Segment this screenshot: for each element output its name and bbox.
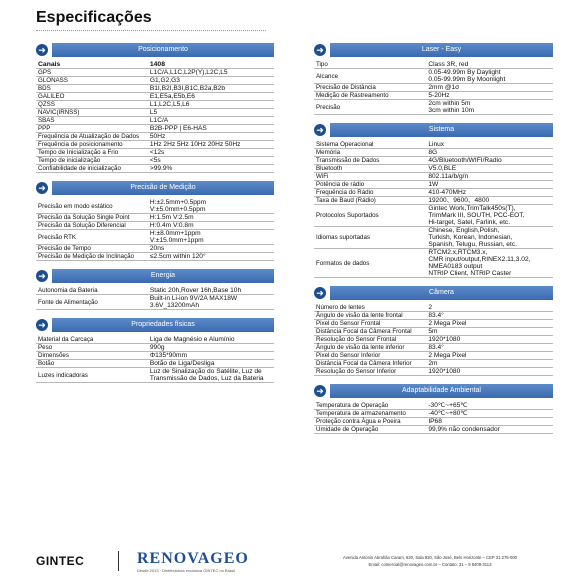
spec-value: L1,L2C,L5,L6 <box>148 101 274 109</box>
arrow-right-icon: ➜ <box>36 44 48 56</box>
spec-value: H:±2.5mm+0.5ppm V:±5.0mm+0.5ppm <box>148 199 274 214</box>
spec-label: Precisão RTK <box>36 230 148 245</box>
spec-label: Distância Focal da Câmera Inferior <box>314 360 426 368</box>
spec-row <box>36 336 274 344</box>
spec-row <box>314 360 553 368</box>
spec-row <box>36 214 274 222</box>
page-title: Especificações <box>36 9 152 26</box>
spec-row <box>314 61 553 69</box>
spec-label: Fonte de Alimentação <box>36 295 148 310</box>
spec-row <box>314 328 553 336</box>
section-header <box>314 382 553 399</box>
spec-label: Proteção contra Água e Poeira <box>314 418 426 426</box>
spec-row <box>36 133 274 141</box>
spec-row <box>36 149 274 157</box>
spec-value: B2B-PPP | E6-HAS <box>148 125 274 133</box>
spec-row <box>36 69 274 77</box>
footer-address-block <box>307 554 553 568</box>
gintec-logo: GINTEC <box>36 554 85 568</box>
spec-value: -30℃~+65℃ <box>426 402 553 410</box>
spec-label: Canais <box>36 61 148 69</box>
spec-label: Resolução do Sensor Inferior <box>314 368 426 376</box>
spec-value: 5-20Hz <box>426 92 553 100</box>
spec-row <box>36 199 274 214</box>
spec-label: NAVIC(IRNSS) <box>36 109 148 117</box>
renovageo-logo <box>137 550 307 573</box>
section-camera <box>314 284 553 376</box>
spec-row <box>36 77 274 85</box>
spec-value: Class 3R, red <box>426 61 553 69</box>
spec-label: Alcance <box>314 69 426 84</box>
section-title: Energia <box>52 269 274 283</box>
renovageo-wordmark: RENOVAGEO <box>137 549 249 567</box>
spec-label: Frequência do Rádio <box>314 189 426 197</box>
section-ambiental <box>314 382 553 434</box>
spec-value: B1I,B2I,B3I,B1C,B2a,B2b <box>148 85 274 93</box>
footer-divider <box>118 551 119 571</box>
spec-row <box>36 368 274 383</box>
spec-label: Transmissão de Dados <box>314 157 426 165</box>
spec-label: QZSS <box>36 101 148 109</box>
section-title: Precisão de Medição <box>52 181 274 195</box>
spec-label: GLONASS <box>36 77 148 85</box>
spec-value: 20ns <box>148 245 274 253</box>
spec-value: 2 Mega Pixel <box>426 320 553 328</box>
section-sistema <box>314 121 553 278</box>
spec-row <box>314 352 553 360</box>
spec-value: Static 20h,Rover 16h,Base 10h <box>148 287 274 295</box>
spec-value: Chinese, English,Polish, Turkish, Korean, Indonesian, Spanish, Telugu, Russian, etc. <box>426 227 553 249</box>
section-fisicas <box>36 316 274 383</box>
spec-value: 0.05-49.99m By Daylight 0.05-99.99m By Moonlight <box>426 69 553 84</box>
spec-label: Precisão <box>314 100 426 115</box>
spec-label: Confiabilidade de inicialização <box>36 165 148 173</box>
spec-table <box>36 199 274 261</box>
spec-value: <12s <box>148 149 274 157</box>
spec-table <box>36 287 274 310</box>
spec-label: Tempo de inicialização <box>36 157 148 165</box>
spec-row <box>314 312 553 320</box>
spec-label: Medição de Rastreamento <box>314 92 426 100</box>
spec-row <box>314 69 553 84</box>
spec-label: WiFi <box>314 173 426 181</box>
spec-label: Tipo <box>314 61 426 69</box>
spec-row <box>36 109 274 117</box>
arrow-right-icon: ➜ <box>36 319 48 331</box>
section-header <box>314 121 553 138</box>
spec-row <box>314 92 553 100</box>
spec-value: Luz de Sinalização do Satélite, Luz de Transmissão de Dados, Luz da Bateria <box>148 368 274 383</box>
spec-value: IP68 <box>426 418 553 426</box>
footer <box>36 546 553 576</box>
spec-label: Precisão da Solução Diferencial <box>36 222 148 230</box>
spec-label: Temperatura de armazenamento <box>314 410 426 418</box>
spec-label: Precisão em modo estático <box>36 199 148 214</box>
spec-value: Liga de Magnésio e Alumínio <box>148 336 274 344</box>
spec-label: Idiomas suportadas <box>314 227 426 249</box>
spec-label: Precisão de Tempo <box>36 245 148 253</box>
section-title: Câmera <box>330 286 553 300</box>
section-posicionamento <box>36 41 274 173</box>
spec-row <box>36 253 274 261</box>
spec-label: Peso <box>36 344 148 352</box>
spec-row <box>314 410 553 418</box>
spec-row <box>314 197 553 205</box>
section-title: Laser - Easy <box>330 43 553 57</box>
arrow-right-icon: ➜ <box>36 270 48 282</box>
spec-value: 2 <box>426 304 553 312</box>
left-column <box>36 41 274 389</box>
section-header <box>36 316 274 333</box>
spec-value: L1C/A <box>148 117 274 125</box>
spec-label: Dimensões <box>36 352 148 360</box>
footer-contact: Email: comercial@renovageo.com.br – Contato: 31 – 9 8409-3113 <box>368 562 492 567</box>
spec-value: H:±8.0mm+1ppm V:±15.0mm+1ppm <box>148 230 274 245</box>
spec-row <box>314 418 553 426</box>
spec-row <box>314 149 553 157</box>
spec-value: 83.4° <box>426 312 553 320</box>
spec-row <box>36 93 274 101</box>
spec-row <box>36 360 274 368</box>
spec-row <box>36 344 274 352</box>
spec-label: Formatos de dados <box>314 249 426 278</box>
spec-table <box>314 141 553 278</box>
spec-value: 50Hz <box>148 133 274 141</box>
spec-row <box>314 189 553 197</box>
footer-address: Avenida Antonio Abrahão Caram, 820, Sala 820, São José, Belo Horizonte – CEP 31 275-000 <box>343 555 517 560</box>
spec-row <box>36 295 274 310</box>
spec-value: 19200、9600、4800 <box>426 197 553 205</box>
spec-label: Botão <box>36 360 148 368</box>
section-header <box>314 41 553 58</box>
spec-value: <5s <box>148 157 274 165</box>
spec-row <box>314 205 553 227</box>
arrow-right-icon: ➜ <box>314 385 326 397</box>
renovageo-tagline: Desde 2013 · Distribuidora exclusiva GINTEC no Brasil <box>137 567 236 573</box>
spec-value: E1,E5a,E5b,E6 <box>148 93 274 101</box>
spec-label: Resolução do Sensor Frontal <box>314 336 426 344</box>
spec-label: Precisão de Medição de Inclinação <box>36 253 148 261</box>
spec-value: 83.4° <box>426 344 553 352</box>
spec-row <box>36 245 274 253</box>
spec-row <box>36 287 274 295</box>
spec-label: Precisão de Distância <box>314 84 426 92</box>
spec-table <box>314 402 553 434</box>
spec-label: Material da Carcaça <box>36 336 148 344</box>
section-precisao <box>36 179 274 261</box>
spec-table <box>36 61 274 173</box>
section-laser <box>314 41 553 115</box>
spec-label: Frequência de posicionamento <box>36 141 148 149</box>
spec-label: Precisão da Solução Single Point <box>36 214 148 222</box>
spec-row <box>314 249 553 278</box>
spec-label: Luzes indicadoras <box>36 368 148 383</box>
spec-value: 1920*1080 <box>426 368 553 376</box>
spec-value: 1408 <box>148 61 274 69</box>
spec-label: SBAS <box>36 117 148 125</box>
spec-label: Umidade de Operação <box>314 426 426 434</box>
spec-row <box>36 157 274 165</box>
spec-row <box>314 426 553 434</box>
spec-label: PPP <box>36 125 148 133</box>
arrow-right-icon: ➜ <box>314 287 326 299</box>
spec-value: 2m <box>426 360 553 368</box>
spec-row <box>314 227 553 249</box>
spec-row <box>314 173 553 181</box>
spec-value: 410-470MHz <box>426 189 553 197</box>
spec-value: 1Hz 2Hz 5Hz 10Hz 20Hz 50Hz <box>148 141 274 149</box>
spec-value: 5m <box>426 328 553 336</box>
spec-value: 1W <box>426 181 553 189</box>
spec-value: H:1.5m V:2.5m <box>148 214 274 222</box>
spec-row <box>36 230 274 245</box>
spec-row <box>314 336 553 344</box>
spec-value: 4G/Bluetooth/WIFI/Radio <box>426 157 553 165</box>
section-title: Sistema <box>330 123 553 137</box>
spec-label: Tempo de Inicialização a Frio <box>36 149 148 157</box>
spec-value: G1,G2,G3 <box>148 77 274 85</box>
spec-row <box>314 181 553 189</box>
right-column <box>314 41 553 440</box>
section-title: Posicionamento <box>52 43 274 57</box>
spec-label: Ângulo de visão da lente inferior <box>314 344 426 352</box>
spec-row <box>36 165 274 173</box>
section-title: Adaptabilidade Ambiental <box>330 384 553 398</box>
spec-row <box>314 368 553 376</box>
spec-label: Protocolos Suportados <box>314 205 426 227</box>
spec-value: 2 Mega Pixel <box>426 352 553 360</box>
spec-row <box>314 344 553 352</box>
arrow-right-icon: ➜ <box>36 182 48 194</box>
section-header <box>36 179 274 196</box>
spec-label: Autonomia da Bateria <box>36 287 148 295</box>
spec-table <box>36 336 274 383</box>
arrow-right-icon: ➜ <box>314 44 326 56</box>
spec-label: Ângulo de visão da lente frontal <box>314 312 426 320</box>
spec-value: -40℃~+80℃ <box>426 410 553 418</box>
spec-value: 802.11a/b/g/n <box>426 173 553 181</box>
spec-table <box>314 61 553 115</box>
spec-label: Potência de rádio <box>314 181 426 189</box>
spec-value: 1920*1080 <box>426 336 553 344</box>
spec-value: 8G <box>426 149 553 157</box>
section-header <box>314 284 553 301</box>
spec-label: Taxa de Baud (Rádio) <box>314 197 426 205</box>
section-header <box>36 41 274 58</box>
spec-value: 990g <box>148 344 274 352</box>
section-energia <box>36 267 274 310</box>
spec-row <box>314 304 553 312</box>
arrow-right-icon: ➜ <box>314 124 326 136</box>
spec-row <box>36 222 274 230</box>
spec-label: GALILEO <box>36 93 148 101</box>
spec-label: Sistema Operacional <box>314 141 426 149</box>
spec-row <box>314 84 553 92</box>
spec-value: Built-in Li-ion 9V/2A MAX18W 3.6V_13200mAh <box>148 295 274 310</box>
spec-label: Distância Focal da Câmera Frontal <box>314 328 426 336</box>
spec-row <box>314 165 553 173</box>
spec-row <box>36 117 274 125</box>
spec-value: L5 <box>148 109 274 117</box>
spec-value: 2mm @1σ <box>426 84 553 92</box>
spec-value: Botão de Liga/Desliga <box>148 360 274 368</box>
spec-value: H:0.4m V:0.8m <box>148 222 274 230</box>
section-title: Propriedades físicas <box>52 318 274 332</box>
title-divider <box>36 30 266 31</box>
spec-label: Número de lentes <box>314 304 426 312</box>
spec-row <box>314 141 553 149</box>
spec-value: 2cm within 5m 3cm within 10m <box>426 100 553 115</box>
spec-label: Frequência de Atualização de Dados <box>36 133 148 141</box>
spec-row <box>36 125 274 133</box>
spec-row <box>36 101 274 109</box>
spec-row <box>314 157 553 165</box>
spec-value: V5.0,BLE <box>426 165 553 173</box>
spec-value: L1C/A,L1C,L2P(Y),L2C,L5 <box>148 69 274 77</box>
spec-value: Gintec Work,TrimTalk450s(T), TrimMark III, SOUTH, PCC-EOT, Hi-target, Satel, Farlink, etc. <box>426 205 553 227</box>
spec-value: ≤2.5cm within 120° <box>148 253 274 261</box>
spec-label: Pixel do Sensor Inferior <box>314 352 426 360</box>
spec-row <box>36 141 274 149</box>
spec-row <box>36 85 274 93</box>
spec-row <box>314 100 553 115</box>
spec-value: RTCM2.x,RTCM3.x, CMR input/output,RINEX2.11,3.02, NMEA0183 output NTRIP Client, NTRIP Caster <box>426 249 553 278</box>
spec-row <box>314 402 553 410</box>
spec-value: >99.9% <box>148 165 274 173</box>
spec-table <box>314 304 553 376</box>
spec-value: Φ135*90mm <box>148 352 274 360</box>
spec-value: 99,9% não condensador <box>426 426 553 434</box>
spec-label: Temperatura de Operação <box>314 402 426 410</box>
spec-label: GPS <box>36 69 148 77</box>
spec-row <box>36 61 274 69</box>
spec-label: Memória <box>314 149 426 157</box>
section-header <box>36 267 274 284</box>
spec-row <box>36 352 274 360</box>
spec-label: Pixel do Sensor Frontal <box>314 320 426 328</box>
spec-row <box>314 320 553 328</box>
spec-value: Linux <box>426 141 553 149</box>
spec-label: BDS <box>36 85 148 93</box>
spec-label: Bluetooth <box>314 165 426 173</box>
